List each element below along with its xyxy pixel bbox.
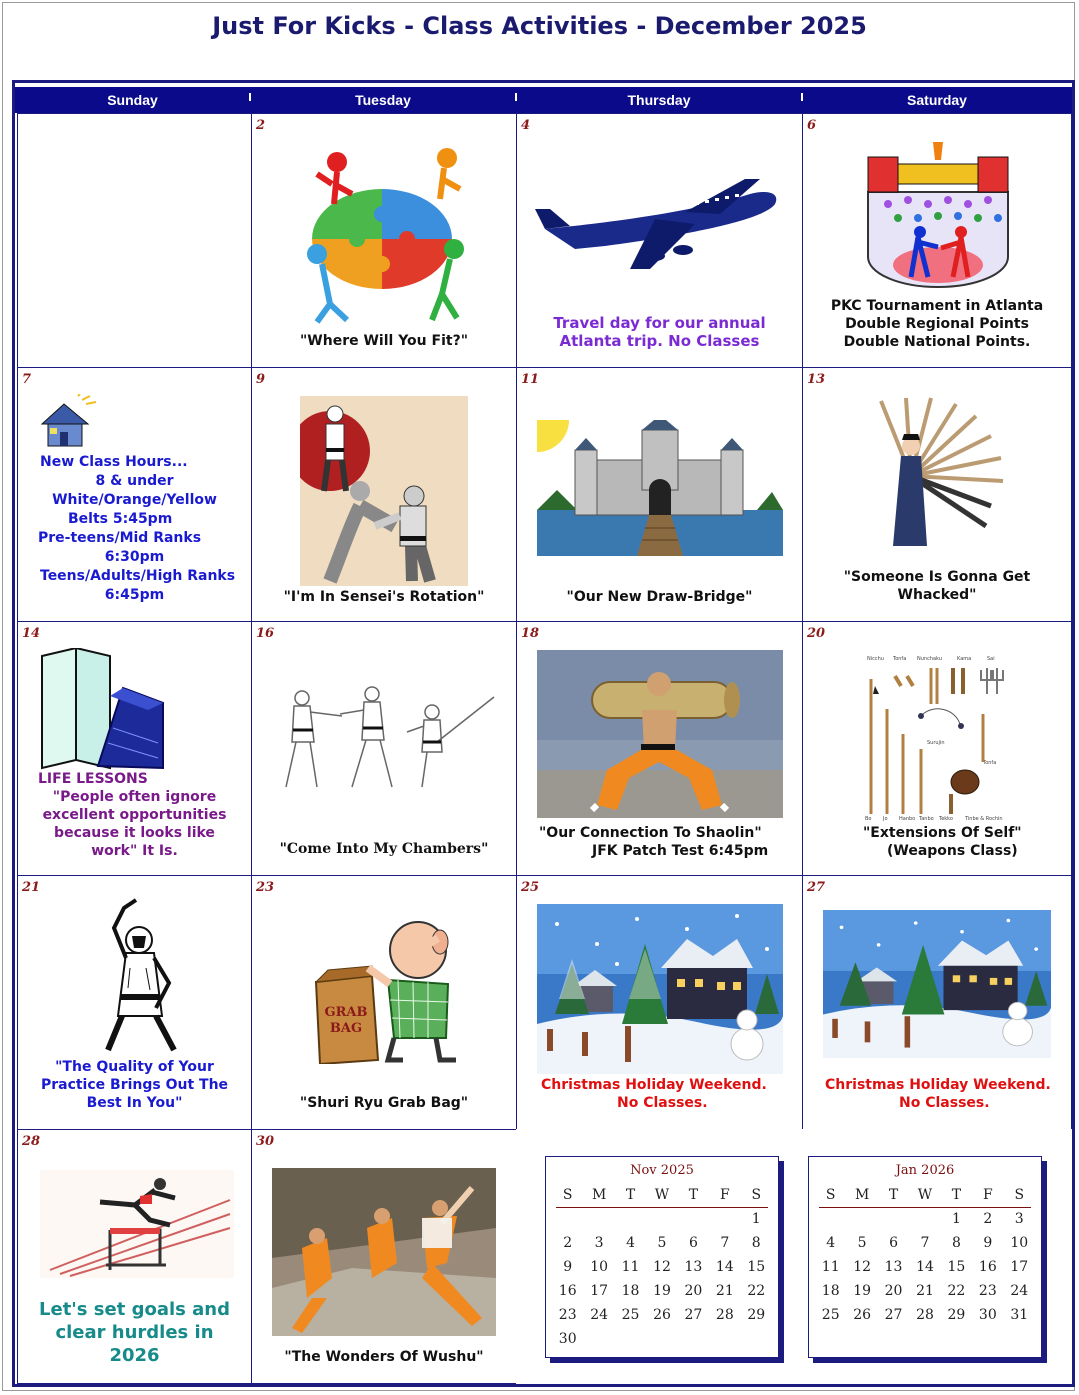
- day-number: 28: [22, 1134, 41, 1149]
- caption-line: "The Quality of Your: [55, 1059, 214, 1075]
- mini-day: 25: [821, 1307, 840, 1323]
- weapon-label: Nicchu: [867, 656, 884, 662]
- mini-day: 10: [590, 1259, 609, 1275]
- caption-line: "I'm In Sensei's Rotation": [283, 589, 485, 605]
- wushu-monks-icon: [272, 1168, 496, 1336]
- caption-line: Practice Brings Out The: [40, 1077, 229, 1093]
- mini-day: 15: [747, 1259, 766, 1275]
- mini-day: 9: [563, 1259, 573, 1275]
- caption-line: Christmas Holiday Weekend.: [825, 1077, 1051, 1093]
- caption-line: New Class Hours...: [40, 454, 188, 470]
- mini-day: 17: [590, 1283, 609, 1299]
- mini-day: [615, 1327, 646, 1351]
- header-divider: [515, 93, 517, 101]
- mini-calendar-week: [815, 1255, 1035, 1279]
- mini-day: 29: [747, 1307, 766, 1323]
- mini-day: 18: [621, 1283, 640, 1299]
- mini-calendar-week: [552, 1327, 772, 1351]
- weapon-label: Surujin: [927, 740, 945, 746]
- dow-label: T: [888, 1187, 899, 1203]
- mini-calendar-week: [815, 1303, 1035, 1327]
- day-number: 20: [807, 626, 826, 641]
- mini-day: [878, 1207, 909, 1231]
- mini-day: 17: [1010, 1259, 1029, 1275]
- weapon-label: Nunchaku: [917, 656, 942, 662]
- mini-calendar-nov-2025[interactable]: [545, 1156, 779, 1358]
- mini-day: [909, 1207, 940, 1231]
- dow-label: T: [688, 1187, 699, 1203]
- mini-calendar-week: [552, 1303, 772, 1327]
- mini-day: 22: [947, 1283, 966, 1299]
- mini-calendar-week: [552, 1279, 772, 1303]
- shaolin-monk-log-icon: [537, 650, 783, 818]
- day-number: 27: [807, 880, 826, 895]
- mini-calendar-grid: [815, 1183, 1035, 1327]
- day-cell-20[interactable]: [802, 621, 1072, 876]
- mini-day: 22: [747, 1283, 766, 1299]
- mini-day: [846, 1207, 877, 1231]
- caption-line: Belts 5:45pm: [68, 511, 173, 527]
- mini-day: [709, 1207, 740, 1231]
- mini-day: 7: [920, 1235, 930, 1251]
- mini-day: [583, 1207, 614, 1231]
- mini-day: 23: [558, 1307, 577, 1323]
- mini-day: 29: [947, 1307, 966, 1323]
- day-number: 16: [256, 626, 275, 641]
- caption-line: JFK Patch Test 6:45pm: [592, 843, 769, 859]
- mini-day: 24: [590, 1307, 609, 1323]
- mini-day: 4: [826, 1235, 836, 1251]
- bo-staff-icon: [871, 396, 1011, 556]
- caption-line: because it looks like: [54, 825, 215, 841]
- mini-day: 4: [626, 1235, 636, 1251]
- day-cell-30[interactable]: [251, 1129, 517, 1384]
- day-number: 21: [22, 880, 41, 895]
- caption-line: "Come Into My Chambers": [279, 841, 489, 857]
- caption-line: 2026: [109, 1345, 160, 1366]
- mini-calendar-week: [552, 1231, 772, 1255]
- day-cell-28[interactable]: [17, 1129, 252, 1384]
- mini-day: 13: [884, 1259, 903, 1275]
- mini-day: 14: [916, 1259, 934, 1275]
- day-cell-7[interactable]: [17, 367, 252, 622]
- day-number: 30: [256, 1134, 275, 1149]
- mini-day: 13: [684, 1259, 703, 1275]
- mini-day: 1: [751, 1211, 761, 1227]
- caption-line: "Extensions Of Self": [863, 825, 1022, 841]
- mini-day: [583, 1327, 614, 1351]
- caption-line: Travel day for our annual: [553, 314, 766, 332]
- caption-line: PKC Tournament in Atlanta: [830, 298, 1044, 314]
- mini-day: 25: [621, 1307, 640, 1323]
- caption-line: LIFE LESSONS: [38, 771, 148, 787]
- mini-calendar-grid: [552, 1183, 772, 1351]
- mini-day: [678, 1327, 709, 1351]
- day-cell-11[interactable]: [516, 367, 803, 622]
- mini-day: 30: [558, 1331, 577, 1347]
- mini-day: 16: [558, 1283, 577, 1299]
- dow-label: T: [625, 1187, 636, 1203]
- mini-day: 18: [821, 1283, 840, 1299]
- dow-label: S: [562, 1187, 573, 1203]
- grab-bag-text: GRAB: [324, 1005, 368, 1020]
- header-divider: [249, 93, 251, 101]
- day-cell-6[interactable]: [802, 113, 1072, 368]
- mini-day: 21: [916, 1283, 934, 1299]
- day-cell-14[interactable]: [17, 621, 252, 876]
- weapons-chart-icon: [865, 654, 1011, 822]
- hurdler-icon: [40, 1170, 234, 1278]
- mini-calendar-dow-row: [552, 1183, 772, 1207]
- mini-day: 1: [951, 1211, 961, 1227]
- caption-line: White/Orange/Yellow: [52, 492, 217, 508]
- caption-line: "Where Will You Fit?": [300, 333, 468, 349]
- caption-line: 8 & under: [95, 473, 174, 489]
- puzzle-team-icon: [292, 144, 472, 324]
- mini-day: 15: [947, 1259, 966, 1275]
- dow-label: S: [1014, 1187, 1025, 1203]
- dow-label: T: [951, 1187, 962, 1203]
- mini-day: 2: [563, 1235, 573, 1251]
- mini-day: 28: [916, 1307, 934, 1323]
- caption-line: "Shuri Ryu Grab Bag": [299, 1095, 469, 1111]
- page-title: Just For Kicks - Class Activities - December 2025: [212, 12, 867, 40]
- caption-line: 6:45pm: [104, 587, 165, 603]
- tournament-arena-icon: [863, 142, 1013, 292]
- house-icon: [38, 394, 98, 450]
- caption-line: Double Regional Points: [845, 316, 1029, 332]
- mini-day: [709, 1327, 740, 1351]
- mini-day: 16: [978, 1259, 997, 1275]
- mini-day: 12: [653, 1259, 671, 1275]
- mini-day: [815, 1207, 846, 1231]
- mini-calendar-dow-row: [815, 1183, 1035, 1207]
- grab-bag-icon: [308, 920, 468, 1064]
- mini-calendar-jan-2026[interactable]: [808, 1156, 1042, 1358]
- mini-day: [646, 1207, 677, 1231]
- mini-day: 30: [978, 1307, 997, 1323]
- mini-day: [615, 1207, 646, 1231]
- day-cell-9[interactable]: [251, 367, 517, 622]
- mini-day: [741, 1327, 772, 1351]
- mini-day: 14: [715, 1259, 734, 1275]
- day-number: 9: [256, 372, 266, 387]
- mini-day: 20: [884, 1283, 903, 1299]
- mini-day: 8: [951, 1235, 961, 1251]
- mini-day: [552, 1207, 583, 1231]
- day-number: 13: [807, 372, 826, 387]
- caption-line: Teens/Adults/High Ranks: [40, 568, 236, 584]
- mini-day: 23: [978, 1283, 997, 1299]
- day-number: 18: [521, 626, 540, 641]
- mini-calendar-title: Nov 2025: [630, 1163, 694, 1178]
- weapon-label: Tekko: [939, 816, 953, 822]
- day-cell-4[interactable]: [516, 113, 803, 368]
- day-cell-16[interactable]: [251, 621, 517, 876]
- mini-day: 5: [857, 1235, 867, 1251]
- dow-label: W: [917, 1187, 933, 1203]
- day-number: 2: [256, 118, 266, 133]
- weapon-label: Tonfa: [893, 656, 907, 662]
- mini-calendar-week: [552, 1207, 772, 1231]
- karate-stance-icon: [94, 898, 184, 1053]
- mini-day: 6: [889, 1235, 899, 1251]
- day-cell-25[interactable]: [516, 875, 803, 1130]
- caption-line: "Our Connection To Shaolin": [539, 825, 762, 841]
- mini-day: 24: [1010, 1283, 1029, 1299]
- weapon-label: Tonfa: [983, 760, 997, 766]
- karate-sparring-icon: [300, 396, 468, 586]
- mini-day: 31: [1010, 1307, 1029, 1323]
- dow-label: W: [654, 1187, 670, 1203]
- mini-day: 19: [653, 1283, 671, 1299]
- caption-line: excellent opportunities: [42, 807, 227, 823]
- caption-line: No Classes.: [617, 1095, 708, 1111]
- mini-day: 26: [853, 1307, 872, 1323]
- weapon-label: Kama: [957, 656, 972, 662]
- mini-calendar-week: [815, 1207, 1035, 1231]
- header-saturday: Saturday: [802, 87, 1072, 113]
- caption-line: work" It Is.: [91, 843, 178, 859]
- mini-day: [678, 1207, 709, 1231]
- day-cell-empty: [17, 113, 252, 368]
- header-tuesday: Tuesday: [250, 87, 516, 113]
- dow-label: M: [591, 1187, 607, 1203]
- mini-day: [646, 1327, 677, 1351]
- caption-line: (Weapons Class): [887, 843, 1018, 859]
- mini-day: 11: [821, 1259, 840, 1275]
- day-number: 14: [22, 626, 41, 641]
- mini-calendar-week: [815, 1279, 1035, 1303]
- mini-day: 3: [1014, 1211, 1024, 1227]
- weapon-label: Tinbe & Rochin: [965, 816, 1003, 822]
- caption-line: "Someone Is Gonna Get: [843, 569, 1031, 585]
- caption-line: Pre-teens/Mid Ranks: [38, 530, 202, 546]
- mini-day: 8: [751, 1235, 761, 1251]
- header-divider: [801, 93, 803, 101]
- header-thursday: Thursday: [516, 87, 802, 113]
- mini-day: 6: [688, 1235, 698, 1251]
- mini-calendar-week: [552, 1255, 772, 1279]
- weapon-label: Hanbo: [899, 816, 916, 822]
- calendar: [12, 80, 1075, 1387]
- mini-day: 12: [853, 1259, 872, 1275]
- mini-day: 21: [715, 1283, 734, 1299]
- caption-line: clear hurdles in: [55, 1322, 214, 1343]
- day-cell-23[interactable]: [251, 875, 517, 1130]
- mini-day: 9: [983, 1235, 993, 1251]
- day-cell-18[interactable]: [516, 621, 803, 876]
- caption-line: 6:30pm: [104, 549, 165, 565]
- mini-day: 5: [657, 1235, 667, 1251]
- weapon-label: Sai: [987, 656, 995, 662]
- karate-kick-sequence-icon: [272, 682, 498, 792]
- caption-line: Whacked": [897, 587, 977, 603]
- mini-day: 10: [1010, 1235, 1029, 1251]
- header-sunday: Sunday: [15, 87, 250, 113]
- caption-line: Atlanta trip. No Classes: [559, 332, 760, 350]
- mini-day: 27: [684, 1307, 703, 1323]
- day-cell-21[interactable]: [17, 875, 252, 1130]
- day-cell-13[interactable]: [802, 367, 1072, 622]
- day-cell-2[interactable]: [251, 113, 517, 368]
- dow-label: S: [751, 1187, 762, 1203]
- dow-label: F: [982, 1187, 993, 1203]
- mini-day: 20: [684, 1283, 703, 1299]
- dow-label: M: [854, 1187, 870, 1203]
- mini-day: 2: [983, 1211, 993, 1227]
- dow-label: F: [719, 1187, 730, 1203]
- mini-day: 19: [853, 1283, 872, 1299]
- day-number: 11: [521, 372, 540, 387]
- caption-line: "People often ignore: [52, 789, 217, 805]
- day-number: 4: [521, 118, 531, 133]
- caption-line: No Classes.: [899, 1095, 990, 1111]
- caption-line: "Our New Draw-Bridge": [566, 589, 753, 605]
- binders-icon: [38, 648, 168, 772]
- weapon-label: Tanbo: [919, 816, 934, 822]
- castle-icon: [537, 420, 783, 556]
- airplane-icon: [535, 174, 785, 274]
- winter-scene-icon: [823, 910, 1051, 1058]
- winter-scene-icon: [537, 904, 783, 1074]
- day-number: 7: [22, 372, 32, 387]
- caption-line: "The Wonders Of Wushu": [284, 1349, 484, 1365]
- mini-day: 27: [884, 1307, 903, 1323]
- day-number: 25: [521, 880, 540, 895]
- day-number: 23: [256, 880, 275, 895]
- mini-day: 7: [720, 1235, 730, 1251]
- caption-line: Christmas Holiday Weekend.: [541, 1077, 767, 1093]
- grab-bag-text: BAG: [329, 1021, 363, 1036]
- day-cell-27[interactable]: [802, 875, 1072, 1130]
- mini-day: 11: [621, 1259, 640, 1275]
- mini-day: 26: [653, 1307, 671, 1323]
- mini-day: 28: [715, 1307, 734, 1323]
- mini-calendar-week: [815, 1231, 1035, 1255]
- dow-label: S: [825, 1187, 836, 1203]
- caption-line: Best In You": [86, 1095, 183, 1111]
- weapon-label: Bo: [865, 816, 872, 822]
- mini-day: 3: [594, 1235, 604, 1251]
- caption-line: Double National Points.: [843, 334, 1031, 350]
- day-number: 6: [807, 118, 817, 133]
- mini-calendar-title: Jan 2026: [895, 1163, 955, 1178]
- caption-line: Let's set goals and: [39, 1299, 230, 1320]
- weapon-label: Jo: [883, 816, 888, 822]
